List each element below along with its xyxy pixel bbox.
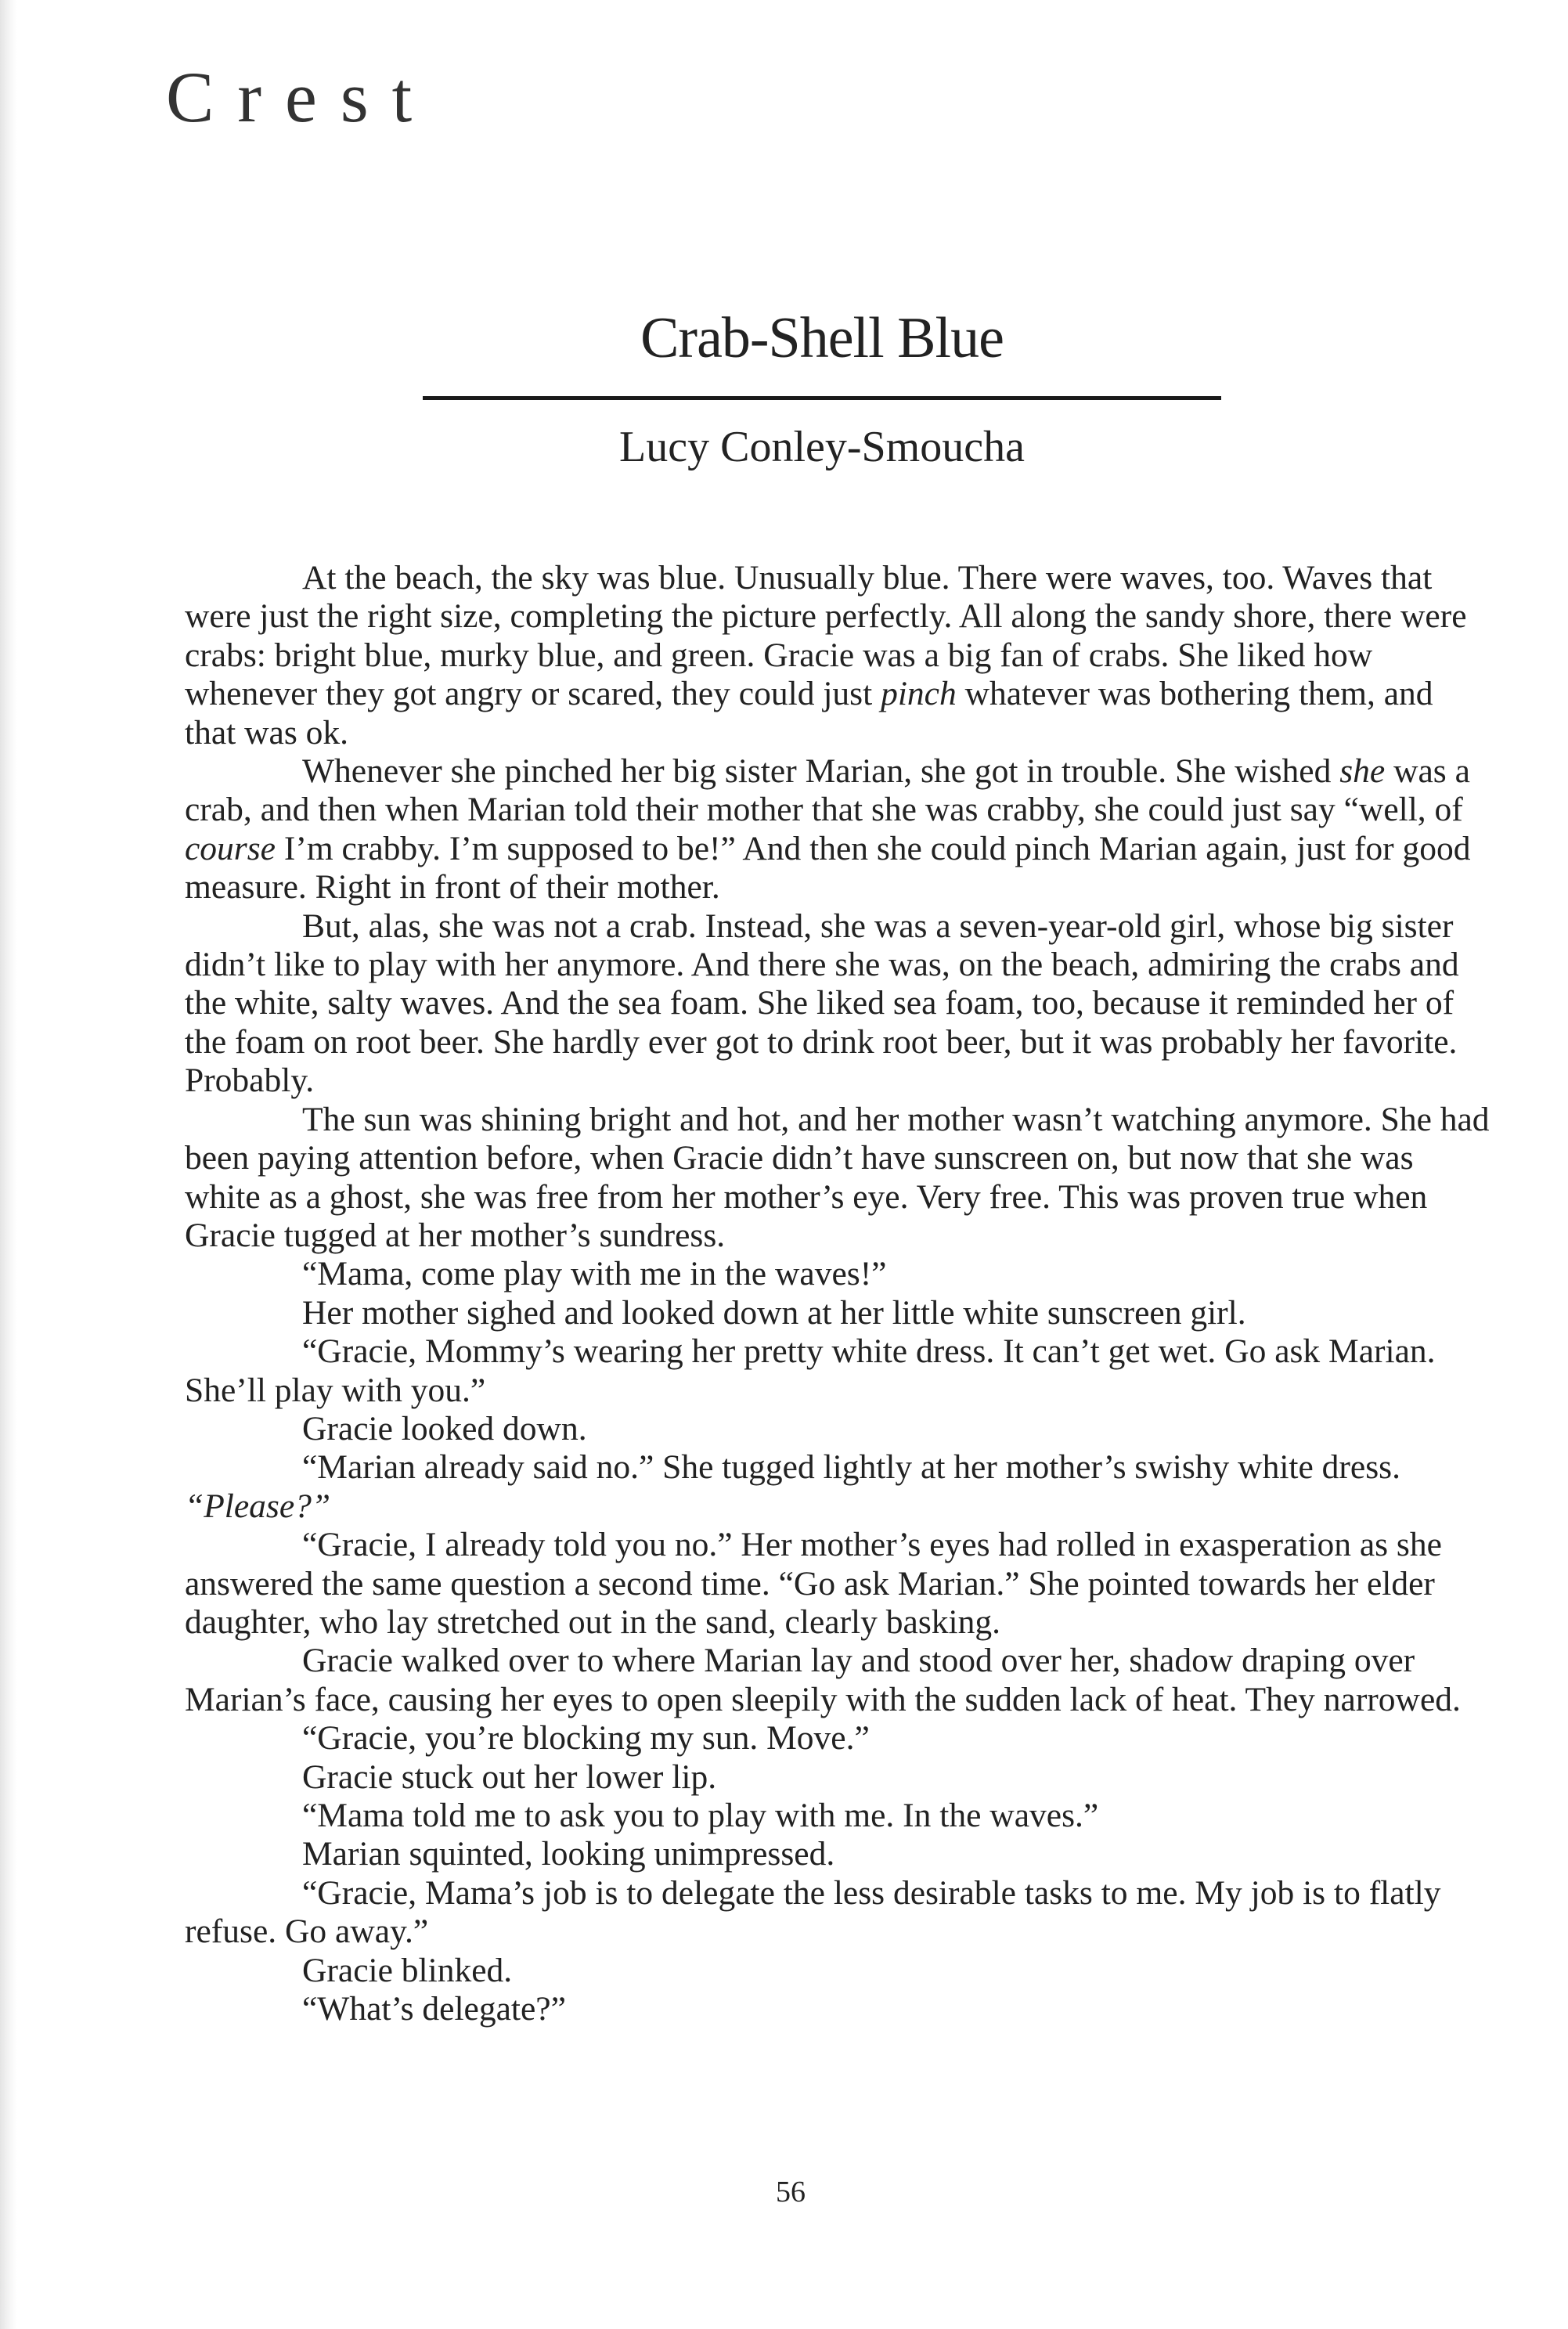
story-body [185,559,1491,2028]
italic-text: course [185,829,276,867]
story-paragraph [185,1835,1491,1873]
paragraph-text: At the beach, the sky was blue. Unusually blue. There were waves, too. Waves that were just the right size, completing the picture perfectly. All along the sandy shore, there were crabs: bright blue, murky blue, and green. Gracie was a big fan of crabs. She liked how whenever they got angry or scared, they could just [185,559,1467,713]
story-paragraph [185,1526,1491,1642]
paragraph-text: The sun was shining bright and hot, and her mother wasn’t watching anymore. She had been paying attention before, when Gracie didn’t have sunscreen on, but now that she was white as a ghost, she was free from her mother’s eye. Very free. This was proven true when Gracie tugged at her mother’s sundress. [185,1100,1490,1254]
story-author: Lucy Conley-Smoucha [619,423,1025,471]
paragraph-text: “Gracie, Mommy’s wearing her pretty white dress. It can’t get wet. Go ask Marian. She’ll play with you.” [185,1332,1436,1409]
italic-text: “Please?” [185,1487,331,1525]
publication-header: Crest [166,57,436,137]
paragraph-text: “Gracie, I already told you no.” Her mother’s eyes had rolled in exasperation as she answered the same question a second time. “Go ask Marian.” She pointed towards her elder daughter, who lay stretched out in the sand, clearly basking. [185,1526,1442,1641]
paragraph-text: Gracie stuck out her lower lip. [302,1758,717,1796]
paragraph-text: But, alas, she was not a crab. Instead, she was a seven-year-old girl, whose big sister didn’t like to play with her anymore. And there she was, on the beach, admiring the crabs and the white, salty waves. And the sea foam. She liked sea foam, too, because it reminded her of the foam on root beer. She hardly ever got to drink root beer, but it was probably her favorite. Probably. [185,907,1459,1100]
paragraph-text: “Mama told me to ask you to play with me. In the waves.” [302,1797,1099,1834]
paragraph-text: “Gracie, Mama’s job is to delegate the less desirable tasks to me. My job is to flatly refuse. Go away.” [185,1873,1441,1951]
story-paragraph [185,1797,1491,1835]
story-paragraph [185,1990,1491,2028]
story-paragraph [185,1448,1491,1487]
paragraph-text: Whenever she pinched her big sister Marian, she got in trouble. She wished [302,752,1340,791]
italic-text: she [1339,752,1386,791]
paragraph-text: “Gracie, you’re blocking my sun. Move.” [302,1719,870,1758]
paragraph-text: whatever was bothering them, and that was ok. [185,675,1433,752]
paragraph-text: “What’s delegate?” [302,1990,566,2028]
page-number: 56 [776,2176,806,2208]
italic-text: pinch [881,675,957,713]
story-paragraph [185,1719,1491,1758]
story-paragraph [185,1642,1491,1719]
story-paragraph [185,559,1491,752]
title-rule [423,396,1221,400]
paragraph-text: I’m crabby. I’m supposed to be!” And then she could pinch Marian again, just for good measure. Right in front of their mother. [185,829,1471,907]
story-paragraph [185,752,1491,907]
paragraph-text: “Marian already said no.” She tugged lightly at her mother’s swishy white dress. [302,1448,1400,1487]
story-paragraph [185,1952,1491,1990]
story-title: Crab-Shell Blue [640,306,1004,370]
page-gutter-shadow [0,0,17,2329]
story-paragraph [185,1294,1491,1332]
story-paragraph [185,1332,1491,1410]
paragraph-text: Her mother sighed and looked down at her little white sunscreen girl. [302,1293,1246,1332]
story-paragraph [185,1410,1491,1448]
paragraph-text: Gracie blinked. [302,1951,513,1989]
paragraph-text: “Mama, come play with me in the waves!” [302,1255,887,1293]
story-paragraph [185,1758,1491,1797]
story-paragraph [185,1101,1491,1256]
story-paragraph [185,1874,1491,1952]
paragraph-text: was a crab, and then when Marian told their mother that she was crabby, she could just say “well, of [185,752,1470,829]
story-paragraph [185,1487,1491,1526]
paragraph-text: Gracie walked over to where Marian lay and stood over her, shadow draping over Marian’s face, causing her eyes to open sleepily with the sudden lack of heat. They narrowed. [185,1642,1461,1718]
story-paragraph [185,907,1491,1101]
paragraph-text: Gracie looked down. [302,1409,587,1448]
story-paragraph [185,1255,1491,1293]
paragraph-text: Marian squinted, looking unimpressed. [302,1835,835,1873]
